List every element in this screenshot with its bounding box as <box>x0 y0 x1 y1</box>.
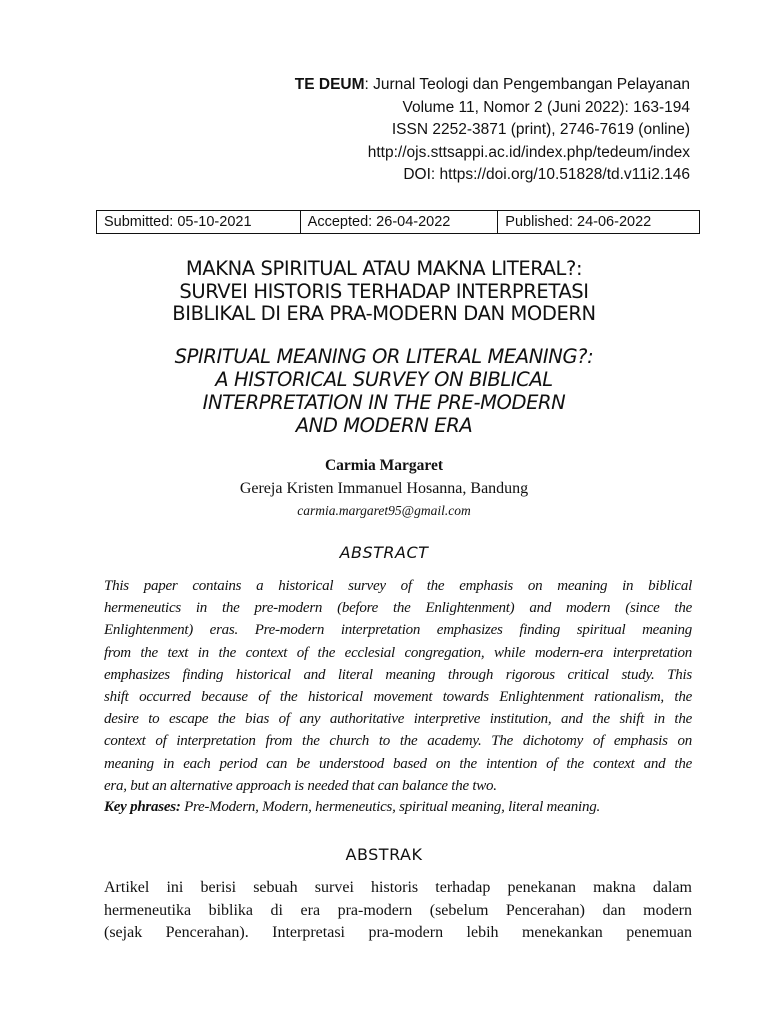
author-email[interactable]: carmia.margaret95@gmail.com <box>297 503 471 518</box>
submitted-date: Submitted: 05-10-2021 <box>97 211 301 234</box>
abstract-line: era, but an alternative approach is needed that can balance the two. <box>104 777 497 794</box>
abstract-heading: ABSTRACT <box>339 543 429 562</box>
abstrak-line: hermeneutika biblika di era pra-modern (sebelum Pencerahan) dan modern <box>104 901 692 919</box>
abstract-line: shift occurred because of the historical movement towards Enlightenment rationalism, the <box>104 688 692 705</box>
title-en-line: SPIRITUAL MEANING OR LITERAL MEANING?: <box>174 345 594 368</box>
article-dates-table <box>96 210 700 234</box>
journal-subtitle: : Jurnal Teologi dan Pengembangan Pelayanan <box>364 76 690 93</box>
journal-name: TE DEUM <box>294 76 365 93</box>
abstract-line: emphasizes finding historical and literal meaning through rigorous critical study. This <box>104 666 692 683</box>
title-indonesian <box>84 258 684 326</box>
abstract-line: Enlightenment) eras. Pre-modern interpretation emphasizes finding spiritual meaning <box>104 622 692 639</box>
journal-issn: ISSN 2252-3871 (print), 2746-7619 (online) <box>391 121 690 138</box>
key-phrases-label: Key phrases: <box>104 799 181 815</box>
dates-row <box>97 211 700 234</box>
published-date: Published: 24-06-2022 <box>498 211 700 234</box>
title-en-line: AND MODERN ERA <box>295 414 473 437</box>
title-en-line: A HISTORICAL SURVEY ON BIBLICAL <box>215 368 553 391</box>
abstrak-line: Artikel ini berisi sebuah survei historis terhadap penekanan makna dalam <box>104 879 692 896</box>
key-phrases <box>104 799 600 816</box>
journal-doi[interactable]: DOI: https://doi.org/10.51828/td.v11i2.146 <box>403 166 690 183</box>
title-id-line: SURVEI HISTORIS TERHADAP INTERPRETASI <box>179 279 589 303</box>
abstrak-heading: ABSTRAK <box>345 845 423 864</box>
title-en-line: INTERPRETATION IN THE PRE-MODERN <box>202 391 566 414</box>
abstract-line: from the text in the context of the ecclesial congregation, while modern-era interpretation <box>104 644 692 661</box>
abstract-line: desire to escape the bias of any authoritative interpretive institution, and the shift in the <box>104 711 692 728</box>
journal-header <box>295 74 690 187</box>
author-name: Carmia Margaret <box>324 457 444 474</box>
abstract-line: meaning in each period can be understood based on the intention of the context and the <box>104 755 692 772</box>
author-institution: Gereja Kristen Immanuel Hosanna, Bandung <box>239 480 529 497</box>
abstract-line: This paper contains a historical survey of the emphasis on meaning in biblical <box>104 578 692 594</box>
abstract-text <box>104 575 692 797</box>
journal-url[interactable]: http://ojs.sttsappi.ac.id/index.php/tedeum/index <box>367 143 690 161</box>
journal-volume: Volume 11, Nomor 2 (Juni 2022): 163-194 <box>402 98 690 116</box>
journal-name-line <box>295 74 690 97</box>
title-id-line: BIBLIKAL DI ERA PRA-MODERN DAN MODERN <box>172 302 596 325</box>
key-phrases-list: Pre-Modern, Modern, hermeneutics, spiritual meaning, literal meaning. <box>180 799 600 815</box>
abstract-line: hermeneutics in the pre-modern (before the Enlightenment) and modern (since the <box>104 600 692 617</box>
abstract-line: context of interpretation from the church to the academy. The dichotomy of emphasis on <box>104 733 692 750</box>
abstrak-line: (sejak Pencerahan). Interpretasi pra-modern lebih menekankan penemuan <box>104 924 692 941</box>
title-english <box>84 345 684 437</box>
accepted-date: Accepted: 26-04-2022 <box>300 211 498 234</box>
abstrak-text <box>104 877 692 945</box>
title-id-line: MAKNA SPIRITUAL ATAU MAKNA LITERAL?: <box>185 257 583 280</box>
